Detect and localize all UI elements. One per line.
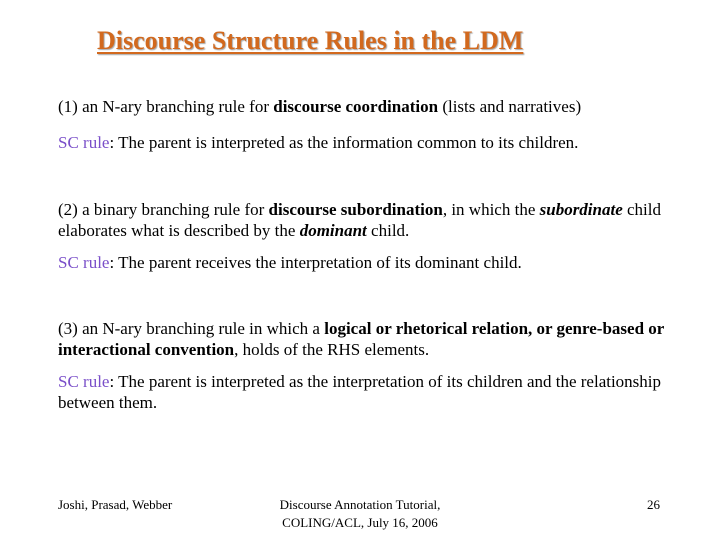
rule-2-mid-1: , in which the xyxy=(442,200,540,219)
sc-rule-3-label: SC rule xyxy=(58,372,110,391)
rule-3-prefix: (3) an N-ary branching rule in which a xyxy=(58,319,325,338)
sc-rule-1-label: SC rule xyxy=(58,133,110,152)
sc-rule-2-text: : The parent receives the interpretation of its dominant child. xyxy=(109,253,522,272)
rule-2-bold: discourse subordination xyxy=(268,200,443,219)
footer-authors: Joshi, Prasad, Webber xyxy=(58,497,173,512)
rule-2-text xyxy=(58,199,698,241)
footer-event-line-1: Discourse Annotation Tutorial, xyxy=(279,497,441,512)
slide-title: Discourse Structure Rules in the LDM xyxy=(97,26,524,55)
rule-3-text xyxy=(58,318,698,360)
page-number: 26 xyxy=(647,497,660,512)
sc-rule-3-text: : The parent is interpreted as the interpretation of its children and the relationship between them. xyxy=(58,372,662,412)
sc-rule-2 xyxy=(58,252,698,273)
rule-1-bold: discourse coordination xyxy=(273,97,439,116)
rule-1-suffix: (lists and narratives) xyxy=(438,97,582,116)
footer-event xyxy=(250,496,470,532)
rule-3-suffix: , holds of the RHS elements. xyxy=(234,340,430,359)
rule-2-emph-subordinate: subordinate xyxy=(539,200,623,219)
sc-rule-3 xyxy=(58,371,698,413)
sc-rule-1-text: : The parent is interpreted as the information common to its children. xyxy=(109,133,579,152)
sc-rule-2-label: SC rule xyxy=(58,253,110,272)
rule-3-bold: logical or rhetorical relation, or genre-based or interactional convention xyxy=(58,319,665,359)
rule-2-mid-2: child elaborates what is described by the xyxy=(58,200,662,240)
rule-2-emph-dominant: dominant xyxy=(299,221,367,240)
rule-2-suffix: child. xyxy=(366,221,410,240)
rule-1-text xyxy=(58,96,698,117)
rule-1-prefix: (1) an N-ary branching rule for xyxy=(58,97,274,116)
sc-rule-1 xyxy=(58,132,698,153)
footer-event-line-2: COLING/ACL, July 16, 2006 xyxy=(282,515,438,530)
rule-2-prefix: (2) a binary branching rule for xyxy=(58,200,269,219)
